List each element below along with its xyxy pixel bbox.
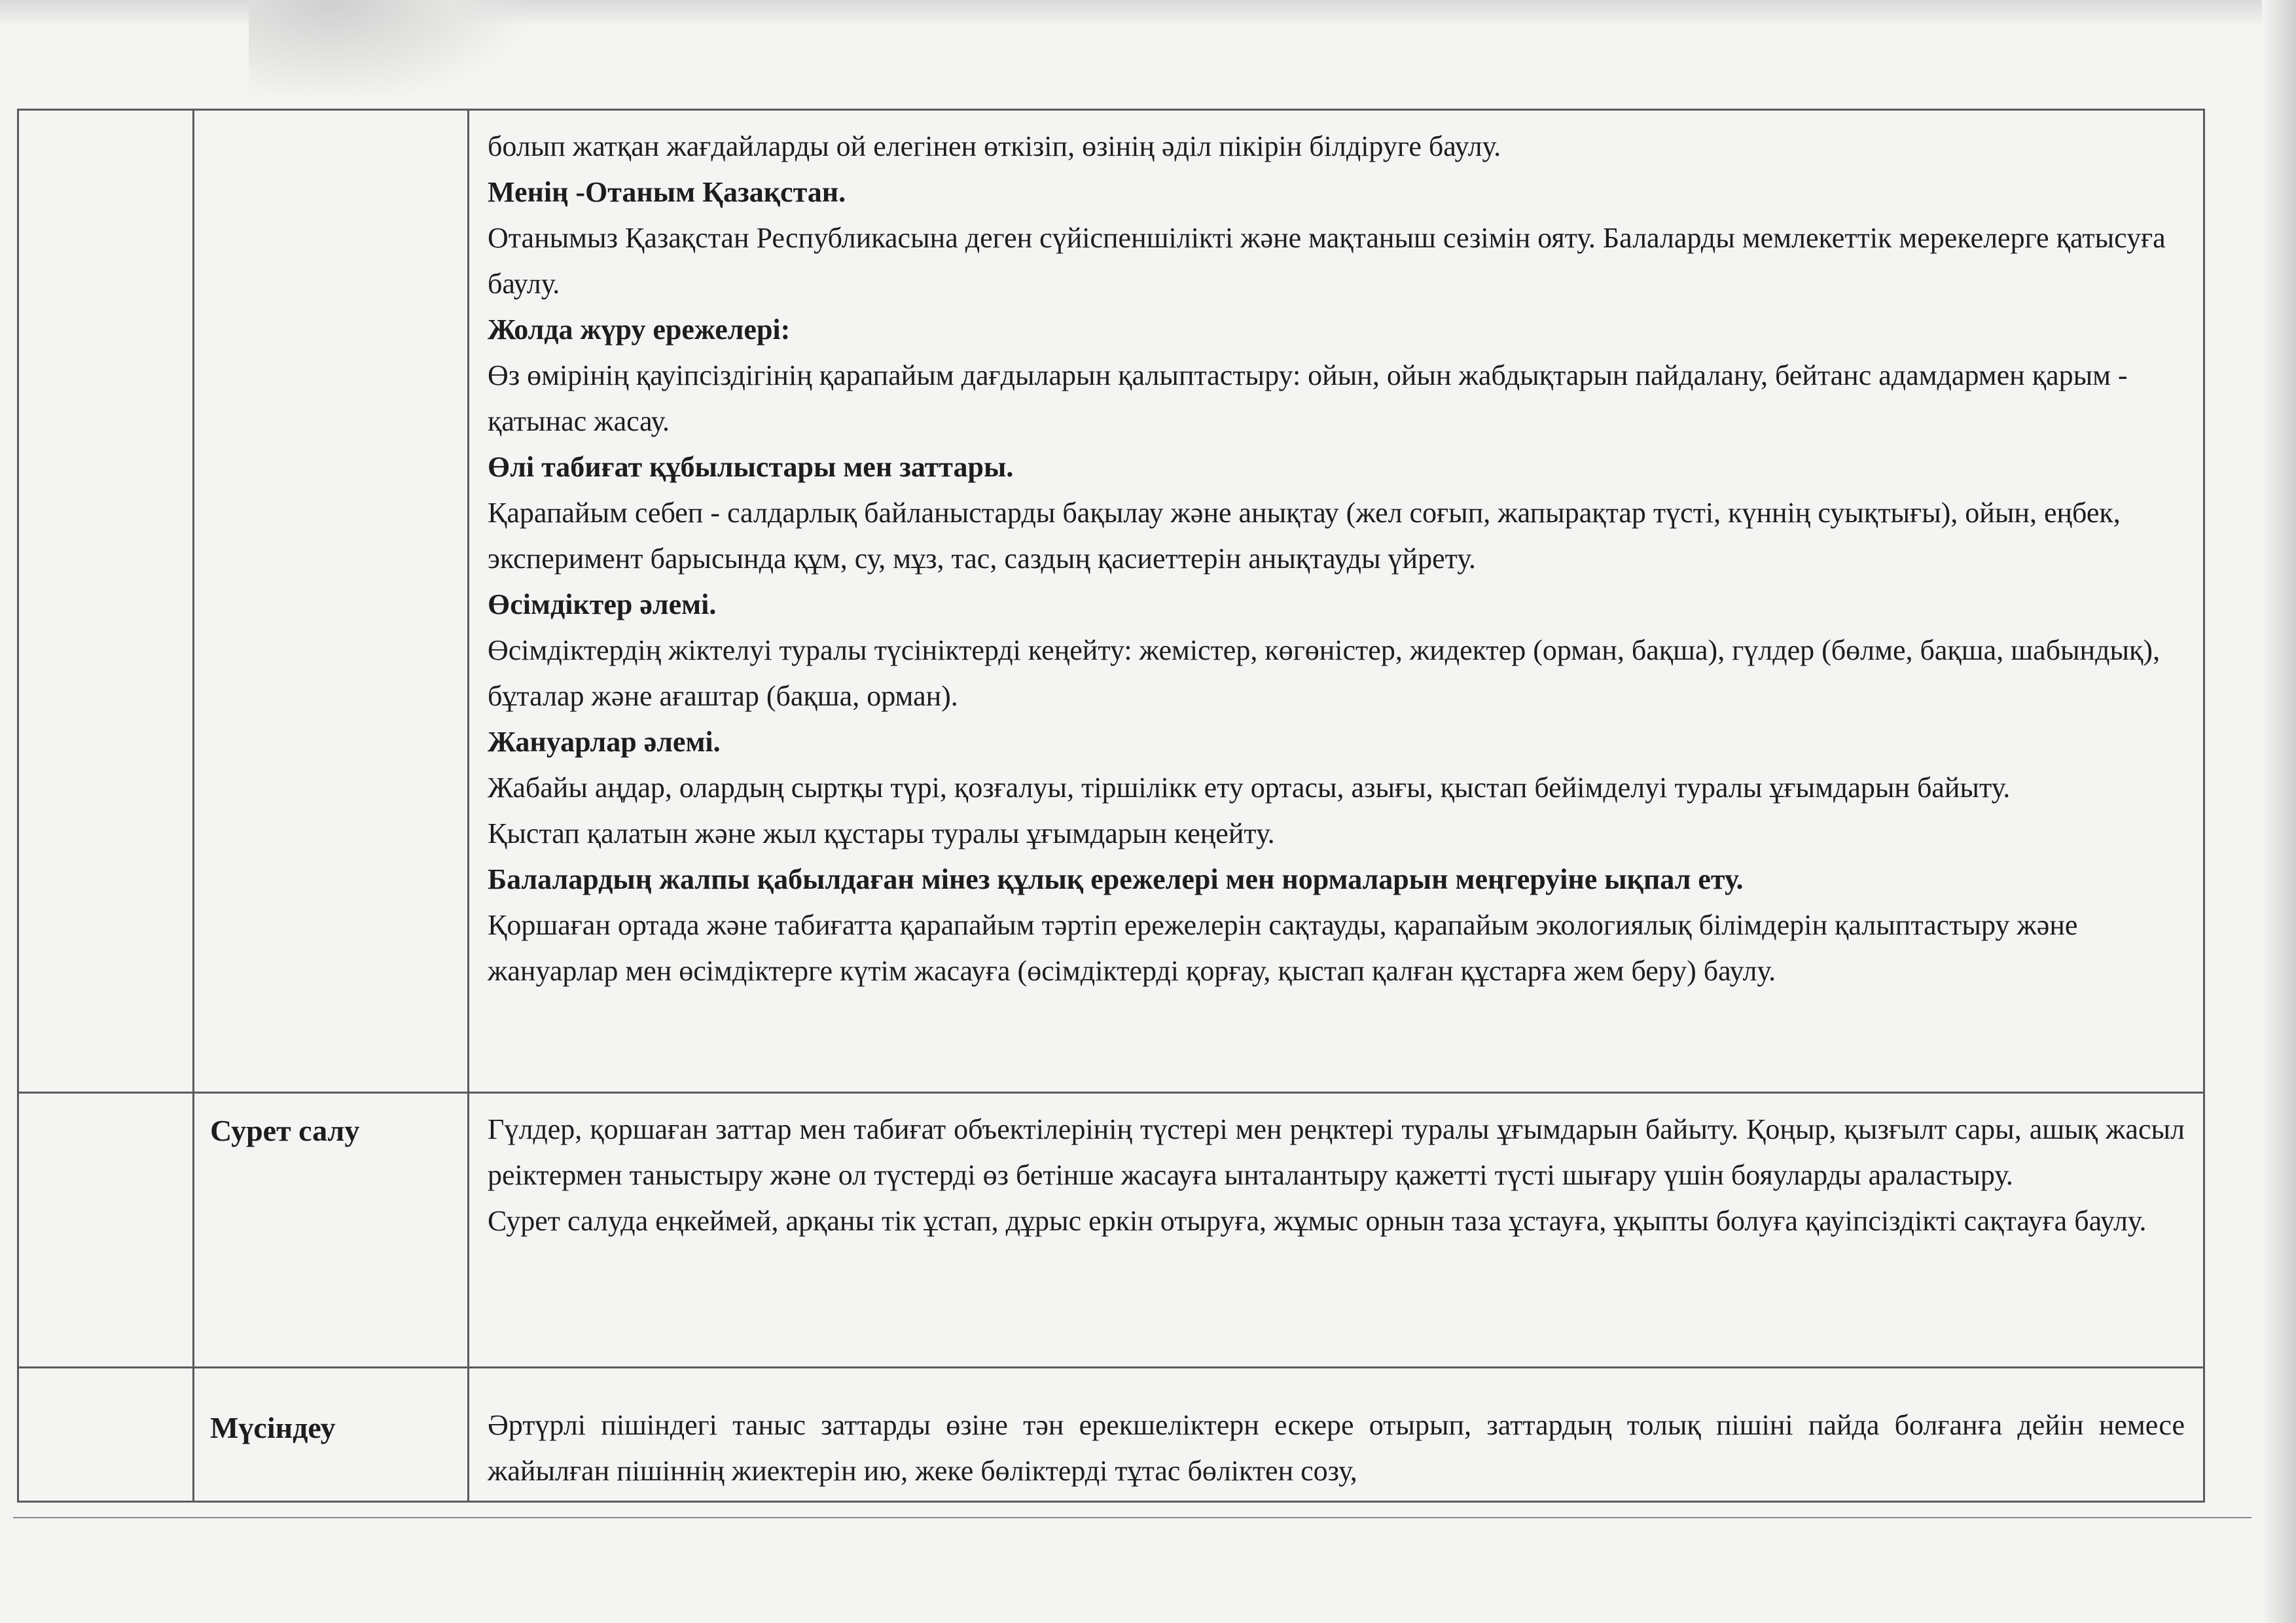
section-text: болып жатқан жағдайларды ой елегінен өткізіп, өзінің әділ пікірін білдіруге баулу.: [488, 130, 1501, 162]
activity-cell-drawing: [194, 1093, 469, 1368]
section-text: Өсімдіктердің жіктелуі туралы түсініктерді кеңейту: жемістер, көгөністер, жидектер (орман, бақша), гүлдер (бөлме, бақша, шабындық), бұталар және ағаштар (бақша, орман).: [488, 634, 2161, 712]
table-row-world: [18, 110, 2204, 1093]
page-bottom-rule: [13, 1517, 2251, 1518]
drawing-paragraph: Сурет салуда еңкеймей, арқаны тік ұстап, дұрыс еркін отыруға, жұмыс орнын таза ұстауға, ұқыпты болуға қауіпсіздікті сақтауға баулу.: [488, 1205, 2147, 1237]
sculpting-content: [469, 1368, 2203, 1501]
section-text: Жабайы аңдар, олардың сыртқы түрі, қозғалуы, тіршілікк ету ортасы, азығы, қыстап бейімделуі туралы ұғымдарын байыту.: [488, 772, 2011, 804]
section-heading: Өлі табиғат құбылыстары мен заттары.: [488, 451, 1014, 483]
section-text: Қарапайым себеп - салдарлық байланыстарды бақылау және анықтау (жел соғып, жапырақтар түсті, күннің суықтығы), ойын, еңбек, эксперимент барысында құм, су, мұз, тас, саздың қасиеттерін анықтауды үйрету.: [488, 497, 2121, 575]
section-heading: Менің -Отаным Қазақстан.: [488, 176, 846, 208]
section-heading: Өсімдіктер әлемі.: [488, 588, 717, 620]
empty-cell: [18, 1093, 194, 1368]
table-row-drawing: [18, 1093, 2204, 1368]
empty-cell: [18, 1368, 194, 1502]
activity-name-drawing: Сурет салу: [210, 1114, 360, 1147]
activity-name-sculpting: Мүсіндеу: [210, 1411, 336, 1444]
activity-cell-sculpting: [194, 1368, 469, 1502]
content-cell-world: [469, 110, 2204, 1093]
content-cell-sculpting: [469, 1368, 2204, 1502]
drawing-paragraph: Гүлдер, қоршаған заттар мен табиғат объектілерінің түстері мен реңктері туралы ұғымдарын байыту. Қоңыр, қызғылт сары, ашық жасыл реіктермен таныстыру және ол түстерді өз бетінше жасауға ынталантыру қажетті түсті шығару үшін бояуларды араластыру.: [488, 1113, 2185, 1191]
activity-cell-empty: [194, 110, 469, 1093]
section-text: Отанымыз Қазақстан Республикасына деген сүйіспеншілікті және мақтаныш сезімін ояту. Балаларды мемлекеттік мерекелерге қатысуға баулу.: [488, 222, 2166, 300]
curriculum-table: [17, 109, 2205, 1503]
section-text: Өз өмірінің қауіпсіздігінің қарапайым дағдыларын қалыптастыру: ойын, ойын жабдықтарын пайдалану, бейтанс адамдармен қарым - қатынас жасау.: [488, 359, 2128, 437]
page-curl-shadow: [249, 0, 524, 98]
section-text: Қоршаған ортада және табиғатта қарапайым тәртіп ережелерін сақтауды, қарапайым экологиялық білімдерін қалыптастыру және жануарлар мен өсімдіктерге күтім жасауға (өсімдіктерді қорғау, қыстап қалған құстарға жем беру) баулу.: [488, 909, 2078, 987]
world-content: [469, 111, 2203, 1001]
section-heading: Жануарлар әлемі.: [488, 726, 721, 758]
section-heading: Жолда жүру ережелері:: [488, 313, 791, 346]
section-heading: Балалардың жалпы қабылдаған мінез құлық ережелері мен нормаларын меңгеруіне ықпал ету.: [488, 863, 1744, 895]
scan-edge-right: [2262, 0, 2296, 1623]
table-row-sculpting: [18, 1368, 2204, 1502]
content-cell-drawing: [469, 1093, 2204, 1368]
drawing-content: [469, 1094, 2203, 1251]
section-text: Қыстап қалатын және жыл құстары туралы ұғымдарын кеңейту.: [488, 817, 1275, 849]
empty-cell: [18, 110, 194, 1093]
sculpting-paragraph: Әртүрлі пішіндегі таныс заттарды өзіне тән ерекшеліктерн ескере отырып, заттардың толық пішіні пайда болғанға дейін немесе жайылған пішіннің жиектерін ию, жеке бөліктерді тұтас бөліктен созу,: [488, 1409, 2185, 1487]
